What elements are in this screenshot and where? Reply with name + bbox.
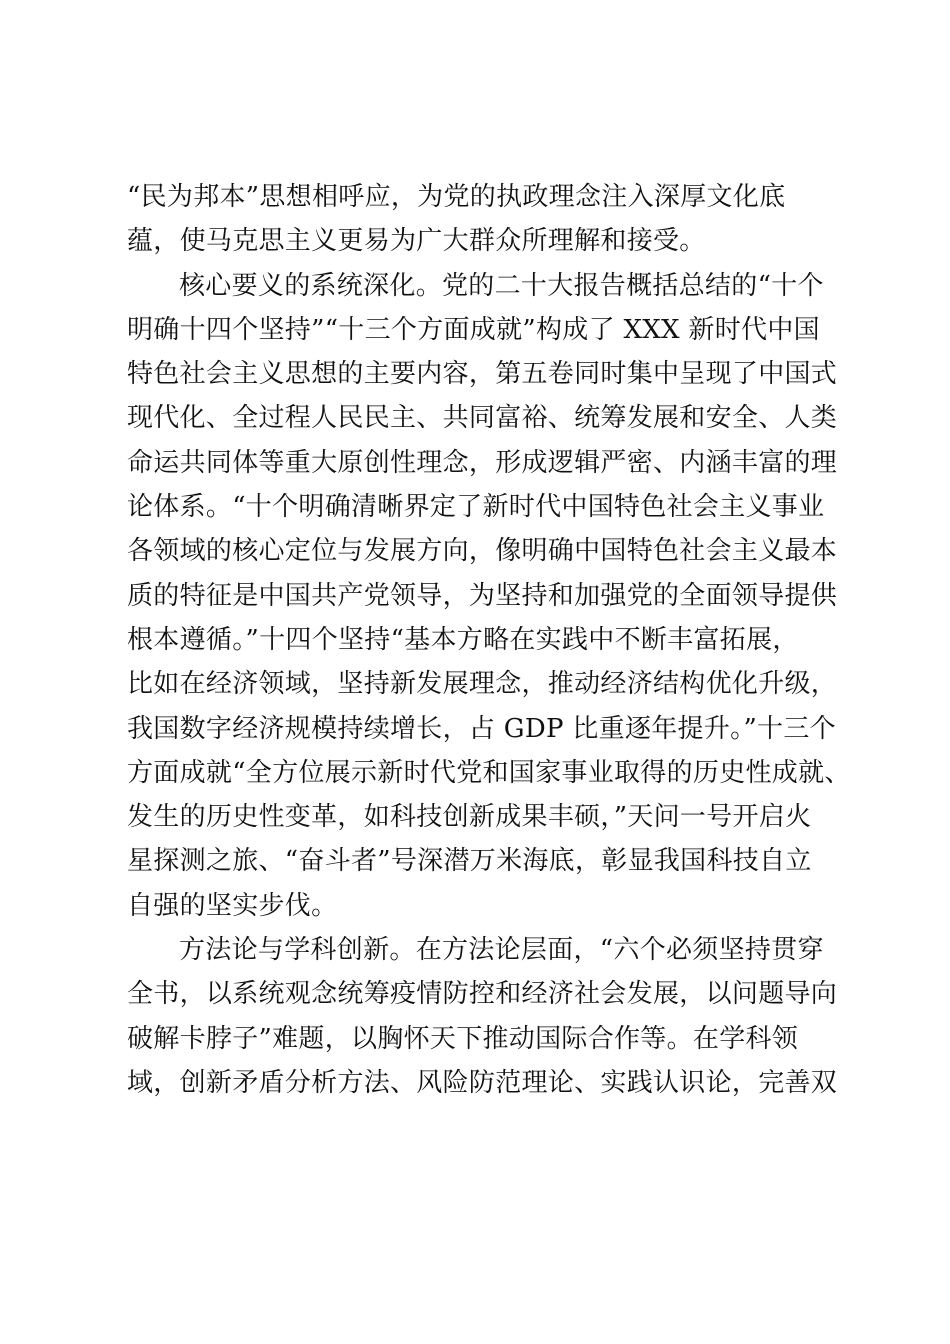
text-line: 特色社会主义思想的主要内容，第五卷同时集中呈现了中国式 bbox=[127, 359, 838, 390]
text-line: 质的特征是中国共产党领导，为坚持和加强党的全面领导提供 bbox=[127, 580, 838, 611]
text-line: 现代化、全过程人民民主、共同富裕、统筹发展和安全、人类 bbox=[127, 403, 838, 434]
text-line: 命运共同体等重大原创性理念，形成逻辑严密、内涵丰富的理 bbox=[127, 447, 838, 478]
text-line: 蕴，使马克思主义更易为广大群众所理解和接受。 bbox=[127, 226, 706, 257]
text-line: 全书，以系统观念统筹疫情防控和经济社会发展，以问题导向 bbox=[127, 979, 838, 1010]
text-line: 我国数字经济规模持续增长，占 GDP 比重逐年提升。”十三个 bbox=[127, 713, 836, 744]
text-line: 各领域的核心定位与发展方向，像明确中国特色社会主义最本 bbox=[127, 536, 838, 567]
paragraph-heading-line: 方法论与学科创新。在方法论层面，“六个必须坚持贯穿 bbox=[179, 935, 824, 966]
text-line: 方面成就“全方位展示新时代党和国家事业取得的历史性成就、 bbox=[127, 757, 851, 788]
text-line: 根本遵循。”十四个坚持“基本方略在实践中不断丰富拓展， bbox=[127, 624, 799, 655]
text-line: 明确十四个坚持”“十三个方面成就”构成了 XXX 新时代中国 bbox=[127, 314, 820, 345]
text-line: “民为邦本”思想相呼应，为党的执政理念注入深厚文化底 bbox=[127, 182, 786, 212]
text-line: 破解卡脖子”难题，以胸怀天下推动国际合作等。在学科领 bbox=[127, 1023, 799, 1054]
text-line: 论体系。“十个明确清晰界定了新时代中国特色社会主义事业 bbox=[127, 492, 825, 523]
text-line: 发生的历史性变革，如科技创新成果丰硕，”天问一号开启火 bbox=[127, 802, 812, 833]
text-line: 星探测之旅、“奋斗者”号深潜万米海底，彰显我国科技自立 bbox=[127, 846, 812, 877]
body-text bbox=[127, 175, 851, 1105]
text-line: 域，创新矛盾分析方法、风险防范理论、实践认识论，完善双 bbox=[127, 1067, 838, 1098]
text-line: 比如在经济领域，坚持新发展理念，推动经济结构优化升级， bbox=[127, 669, 838, 700]
text-line: 自强的坚实步伐。 bbox=[127, 890, 338, 921]
paragraph-heading-line: 核心要义的系统深化。党的二十大报告概括总结的“十个 bbox=[179, 270, 824, 301]
